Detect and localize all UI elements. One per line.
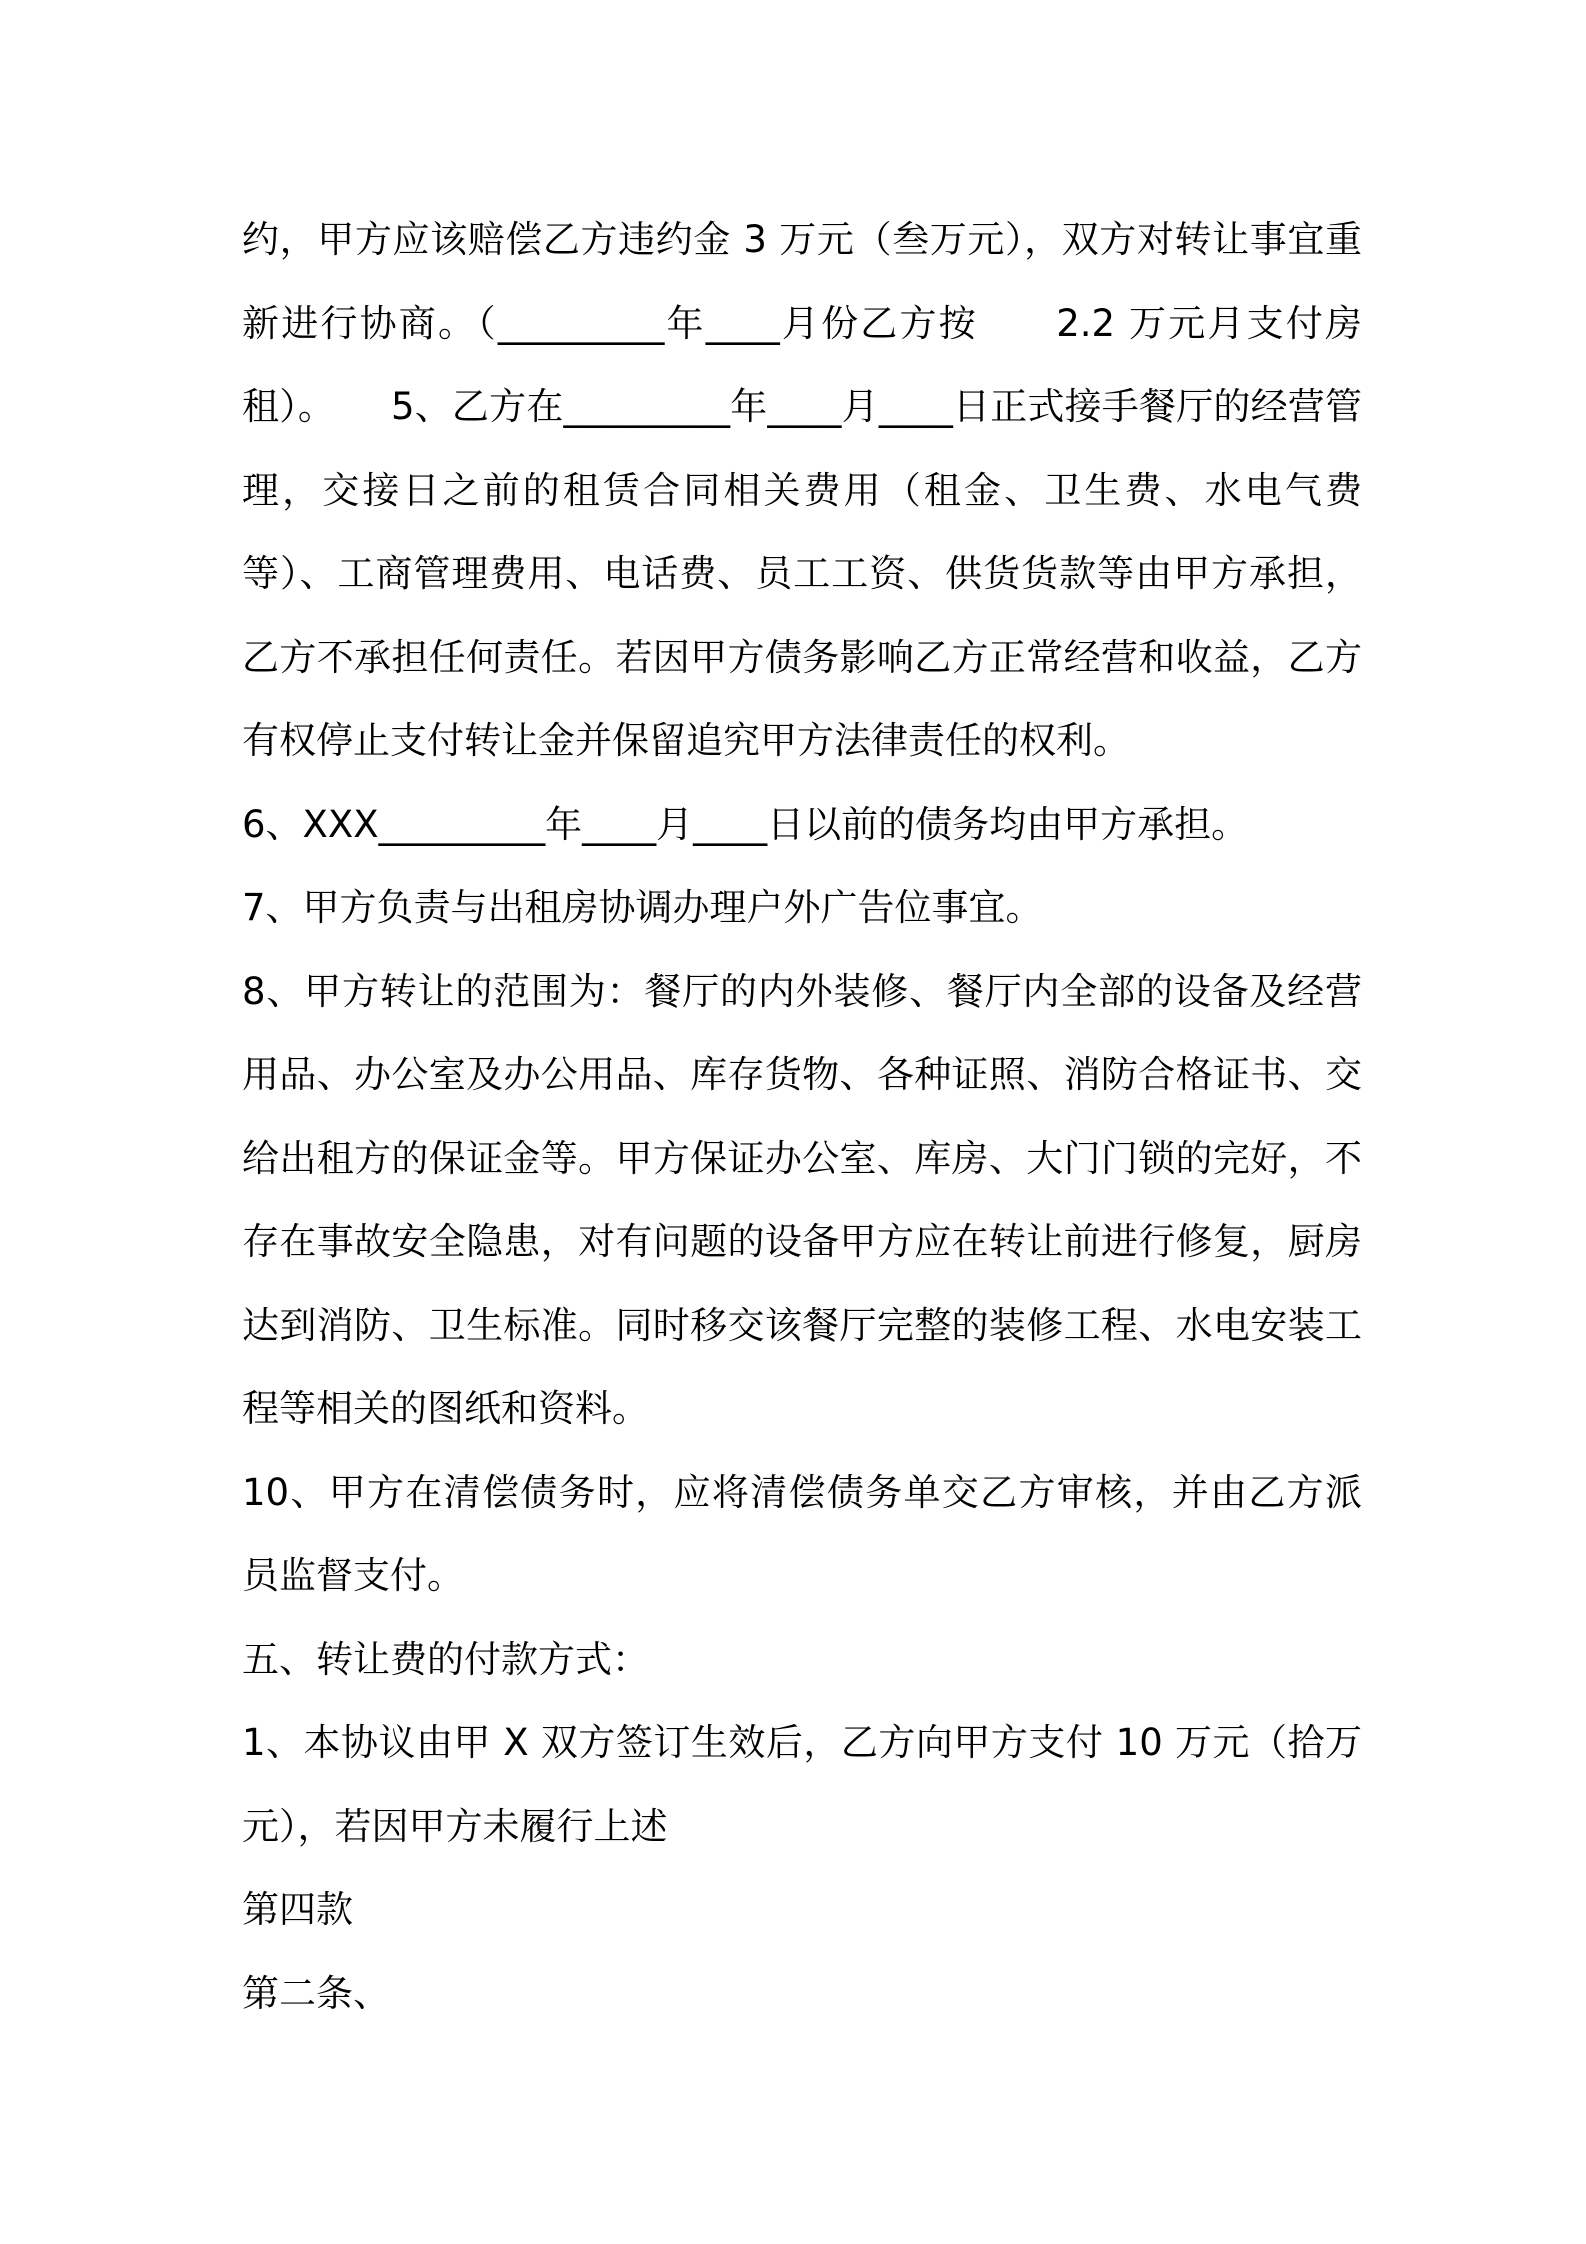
- paragraph-payment-1: 1、本协议由甲 X 双方签订生效后，乙方向甲方支付 10 万元（拾万元），若因甲方未履行上述: [242, 1721, 1362, 1848]
- paragraph-clause-6: 6、XXX_________年____月____日以前的债务均由甲方承担。: [242, 802, 1249, 846]
- document-body: [242, 198, 1362, 2035]
- paragraph-clause-10: 10、甲方在清偿债务时，应将清偿债务单交乙方审核，并由乙方派员监督支付。: [242, 1470, 1362, 1597]
- paragraph-penalty-and-handover: 约，甲方应该赔偿乙方违约金 3 万元（叁万元），双方对转让事宜重新进行协商。（_________年____月份乙方按 2.2 万元月支付房租）。 5、乙方在_________年____月____日正式接手餐厅的经营管理，交接日之前的租赁合同相关费用（租金、卫生费、水电气费等）、工商管理费用、电话费、员工工资、供货货款等由甲方承担，乙方不承担任何责任。若因甲方债务影响乙方正常经营和收益，乙方有权停止支付转让金并保留追究甲方法律责任的权利。: [242, 218, 1362, 762]
- label-second-article: 第二条、: [242, 1971, 390, 2015]
- paragraph-clause-8: 8、甲方转让的范围为：餐厅的内外装修、餐厅内全部的设备及经营用品、办公室及办公用品、库存货物、各种证照、消防合格证书、交给出租方的保证金等。甲方保证办公室、库房、大门门锁的完好，不存在事故安全隐患，对有问题的设备甲方应在转让前进行修复，厨房达到消防、卫生标准。同时移交该餐厅完整的装修工程、水电安装工程等相关的图纸和资料。: [242, 969, 1362, 1430]
- label-fourth-item: 第四款: [242, 1888, 353, 1931]
- paragraph-clause-7: 7、甲方负责与出租房协调办理户外广告位事宜。: [242, 886, 1043, 929]
- section-heading-payment: 五、转让费的付款方式：: [242, 1637, 649, 1681]
